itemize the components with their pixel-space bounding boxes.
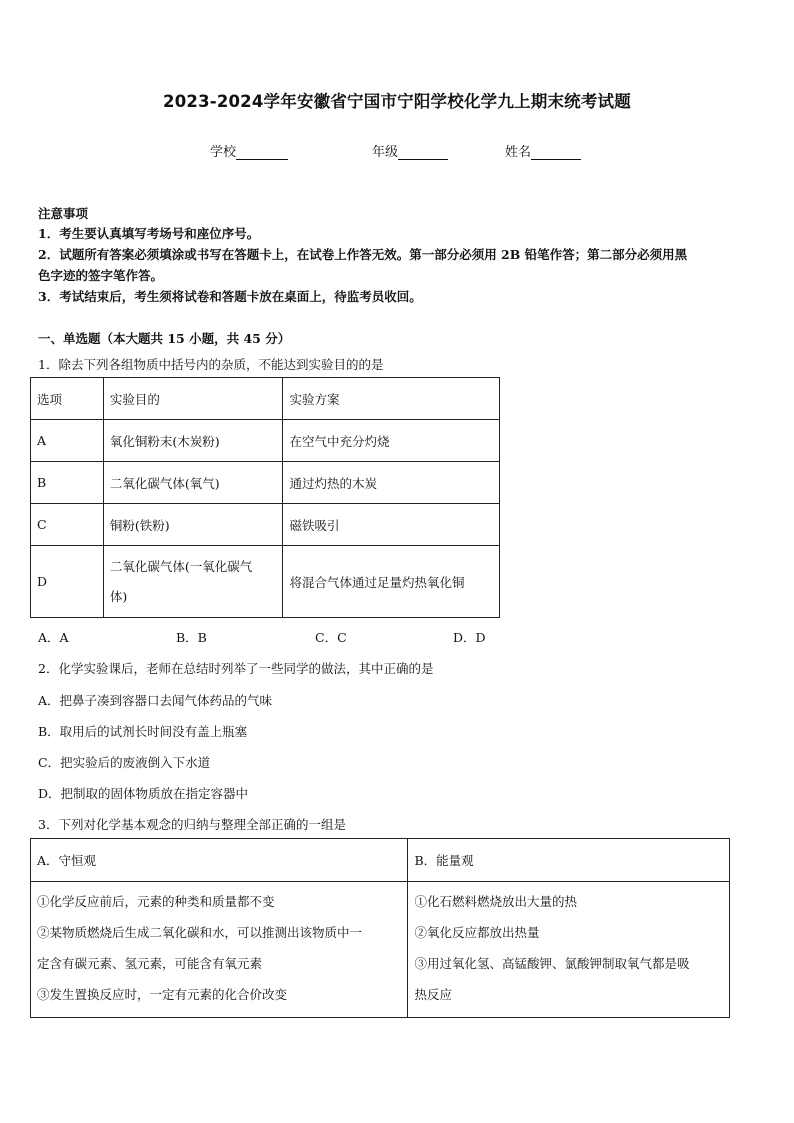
q3-right-line: ③用过氧化氢、高锰酸钾、氯酸钾制取氧气都是吸	[414, 956, 690, 971]
table-cell-option: C	[31, 504, 104, 546]
name-blank[interactable]	[531, 146, 581, 160]
q3-stem: 3．下列对化学基本观念的归纳与整理全部正确的一组是	[38, 817, 346, 832]
goal-line: 二氧化碳气体(一氧化碳气	[109, 558, 253, 574]
table-header-row	[31, 378, 500, 420]
q1-choice-b[interactable]: B．B	[176, 630, 207, 645]
notice-heading: 注意事项	[38, 206, 89, 221]
table-row	[31, 462, 500, 504]
table-cell-plan: 磁铁吸引	[283, 504, 500, 546]
q3-right-line: ①化石燃料燃烧放出大量的热	[414, 894, 577, 909]
table-row	[31, 882, 730, 1018]
q1-table	[30, 377, 500, 618]
table-cell-plan: 在空气中充分灼烧	[283, 420, 500, 462]
q2-choice-c[interactable]: C．把实验后的废液倒入下水道	[38, 755, 211, 770]
grade-blank[interactable]	[398, 146, 448, 160]
table-row	[31, 420, 500, 462]
q3-left-line: ③发生置换反应时，一定有元素的化合价改变	[37, 987, 288, 1002]
q1-choice-a[interactable]: A．A	[38, 630, 69, 645]
q3-choice-a-head[interactable]: A．守恒观	[31, 839, 408, 882]
table-header-row	[31, 839, 730, 882]
notice-item: 3．考试结束后，考生须将试卷和答题卡放在桌面上，待监考员收回。	[38, 289, 422, 304]
notice-item: 2．试题所有答案必须填涂或书写在答题卡上，在试卷上作答无效。第一部分必须用 2B 铅笔作答；第二部分必须用黑	[38, 247, 688, 262]
q1-choice-d[interactable]: D．D	[453, 630, 486, 645]
table-row	[31, 546, 500, 618]
table-cell-goal: 铜粉(铁粉)	[103, 504, 283, 546]
table-cell-option: A	[31, 420, 104, 462]
q3-right-line: 热反应	[414, 987, 452, 1002]
goal-line: 体)	[109, 588, 128, 604]
page-title: 2023-2024学年安徽省宁国市宁阳学校化学九上期末统考试题	[163, 92, 631, 111]
table-header-cell: 实验方案	[283, 378, 500, 420]
q1-stem: 1．除去下列各组物质中括号内的杂质，不能达到实验目的的是	[38, 357, 384, 372]
q3-left-line: ①化学反应前后，元素的种类和质量都不变	[37, 894, 275, 909]
q3-left-line: 定含有碳元素、氢元素，可能含有氧元素	[37, 956, 263, 971]
table-cell-goal: 氧化铜粉末(木炭粉)	[103, 420, 283, 462]
q3-table	[30, 838, 730, 1018]
table-header-cell: 实验目的	[103, 378, 283, 420]
grade-field	[372, 141, 448, 160]
q3-left-cell	[31, 882, 408, 1018]
school-field	[210, 141, 288, 160]
school-label: 学校	[210, 145, 237, 160]
table-row	[31, 504, 500, 546]
school-blank[interactable]	[236, 146, 288, 160]
name-label: 姓名	[505, 145, 532, 160]
q2-choice-a[interactable]: A．把鼻子凑到容器口去闻气体药品的气味	[38, 693, 273, 708]
notice-item: 1．考生要认真填写考场号和座位序号。	[38, 226, 260, 241]
q2-choice-b[interactable]: B．取用后的试剂长时间没有盖上瓶塞	[38, 724, 248, 739]
table-cell-option: B	[31, 462, 104, 504]
q3-choice-b-head[interactable]: B．能量观	[408, 839, 730, 882]
q3-right-cell	[408, 882, 730, 1018]
q3-left-line: ②某物质燃烧后生成二氧化碳和水，可以推测出该物质中一	[37, 925, 363, 940]
q3-right-line: ②氧化反应都放出热量	[414, 925, 540, 940]
table-cell-plan: 通过灼热的木炭	[283, 462, 500, 504]
table-cell-goal	[103, 546, 283, 618]
table-header-cell: 选项	[31, 378, 104, 420]
table-cell-plan: 将混合气体通过足量灼热氧化铜	[283, 546, 500, 618]
grade-label: 年级	[372, 145, 399, 160]
table-cell-goal: 二氧化碳气体(氧气)	[103, 462, 283, 504]
section-heading: 一、单选题（本大题共 15 小题，共 45 分）	[38, 331, 291, 346]
q1-choice-c[interactable]: C．C	[315, 630, 347, 645]
table-cell-option: D	[31, 546, 104, 618]
q2-choice-d[interactable]: D．把制取的固体物质放在指定容器中	[38, 786, 249, 801]
name-field	[505, 141, 581, 160]
notice-item: 色字迹的签字笔作答。	[38, 268, 164, 283]
q2-stem: 2．化学实验课后，老师在总结时列举了一些同学的做法，其中正确的是	[38, 661, 434, 676]
